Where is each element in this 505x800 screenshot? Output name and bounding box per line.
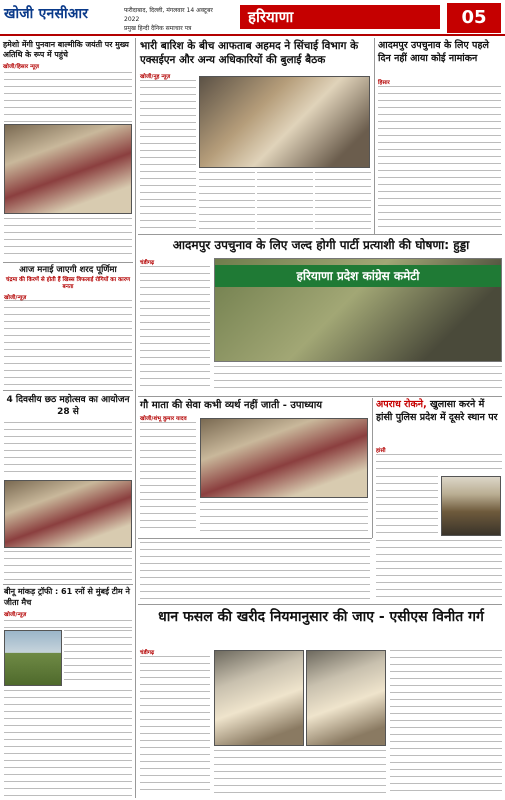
main-story-photo [214,258,502,362]
story3-headline: 4 दिवसीय छठ महोत्सव का आयोजन 28 से [6,395,130,417]
story3-text [4,422,132,478]
main-story [140,238,502,253]
top-story-byline: खोजी/नूह न्यूज़ [140,74,171,80]
divider [138,396,502,397]
story4 [4,587,132,620]
divider [138,604,502,605]
cow-story-text-continued [140,542,370,600]
bottom-story-text-col3 [390,650,502,796]
story3-photo [4,480,132,548]
main-story-headline: आदमपुर उपचुनाव के लिए जल्द होगी पार्टी प्रत्याशी की घोषणा: हुड्डा [172,238,470,252]
column-divider [374,38,375,234]
crime-story-headline [376,399,502,424]
bottom-story-text-col1 [140,656,210,796]
crime-story-text-continued [376,540,502,600]
top-story-text-col1 [140,80,196,230]
crime-story-text [376,476,438,536]
top-story-text-col4 [315,172,371,230]
story1-text [4,72,132,122]
story2-subhead: चंद्रमा की किरणें से होती हैं खिस्स त्रिफलाई रोगियों का कारण बनता [5,277,131,290]
divider [138,538,372,539]
divider [3,584,133,585]
story4-byline: खोजी/न्यूज़ [4,612,27,618]
right-story-text [378,86,501,230]
bottom-story-byline: चंडीगढ़ [140,650,155,656]
story1-photo [4,124,132,214]
top-story-text-col2 [199,172,255,230]
cow-story-text [200,502,368,534]
right-story-headline: आदमपुर उपचुनाव के लिए पहले दिन नहीं आया कोई नामांकन [378,40,489,64]
main-story-byline: चंडीगढ़ [140,260,155,266]
bottom-story-text-col2 [214,750,386,796]
story1-byline: खोजी/हिसार न्यूज़ [3,64,39,70]
story4-photo [4,630,62,686]
story2-byline: खोजी/न्यूज़ [4,295,27,301]
masthead-date-line: फरीदाबाद, दिल्ली, मंगलवार 14 अक्टूबर 2022 [124,7,213,23]
cow-story-photo [200,418,368,498]
section-title: हरियाणा [240,5,440,29]
cow-story [140,399,368,412]
story4-text [4,690,132,796]
story2 [4,265,132,303]
story4-text-top [4,620,132,628]
column-divider [135,38,136,798]
story4-text-side [64,630,132,686]
divider [3,390,133,391]
crime-story [376,399,502,424]
bottom-story [140,608,502,626]
cow-story-headline: गौ माता की सेवा कभी व्यर्थ नहीं जाती - उपाध्याय [140,400,323,411]
story4-headline: बीनू मांकड़ ट्रॉफी : 61 रनों से मुंबई टीम ने जीता मैच [4,587,130,607]
story1-text-continued [4,218,132,258]
crime-story-headline-part2: खुलासा करने में हांसी पुलिस प्रदेश में दूसरे स्थान पर [376,399,498,423]
right-story-byline: हिसार [378,80,390,86]
story3-text-continued [4,551,132,581]
crime-story-photo [441,476,501,536]
masthead [0,0,505,36]
crime-story-text-top [376,454,502,474]
story2-text [4,300,132,386]
crime-story-headline-part1: अपराध रोकने, [376,399,427,410]
bottom-story-headline: धान फसल की खरीद नियमानुसार की जाए - एसीएस विनीत गर्ग [158,609,484,625]
column-divider [372,398,373,538]
masthead-tagline: प्रमुख हिन्दी दैनिक समाचार पत्र [124,25,192,32]
main-story-captions [214,366,502,392]
crime-story-byline: हांसी [376,448,386,454]
cow-story-byline: खोजी/शंभू कुमार यादव [140,416,187,422]
left-column [3,40,133,72]
divider [3,262,133,263]
bottom-story-photo-1 [214,650,304,746]
banner-text: हरियाणा प्रदेश कांग्रेस कमेटी [215,265,501,287]
top-story-headline: भारी बारिश के बीच आफताब अहमद ने सिंचाई विभाग के एक्सईएन और अन्य अधिकारियों की बुलाई बैठक [140,40,359,66]
masthead-meta [124,6,214,33]
bottom-story-photo-2 [306,650,386,746]
page-number: 05 [447,3,501,33]
story1-headline: हमेशो मेंगी पुनवान बाल्मीकि जयंती पर मुख्य अतिथि के रूप में पहुंचे [3,40,129,59]
cow-story-text-col1 [140,422,196,534]
newspaper-logo: खोजी एनसीआर [4,6,89,22]
top-story [140,40,370,67]
story2-headline: आज मनाई जाएगी शरद पूर्णिमा [19,265,117,275]
right-story [378,40,501,65]
top-story-photo [199,76,370,168]
divider [138,234,502,235]
main-story-text-col1 [140,266,210,392]
top-story-text-col3 [257,172,313,230]
